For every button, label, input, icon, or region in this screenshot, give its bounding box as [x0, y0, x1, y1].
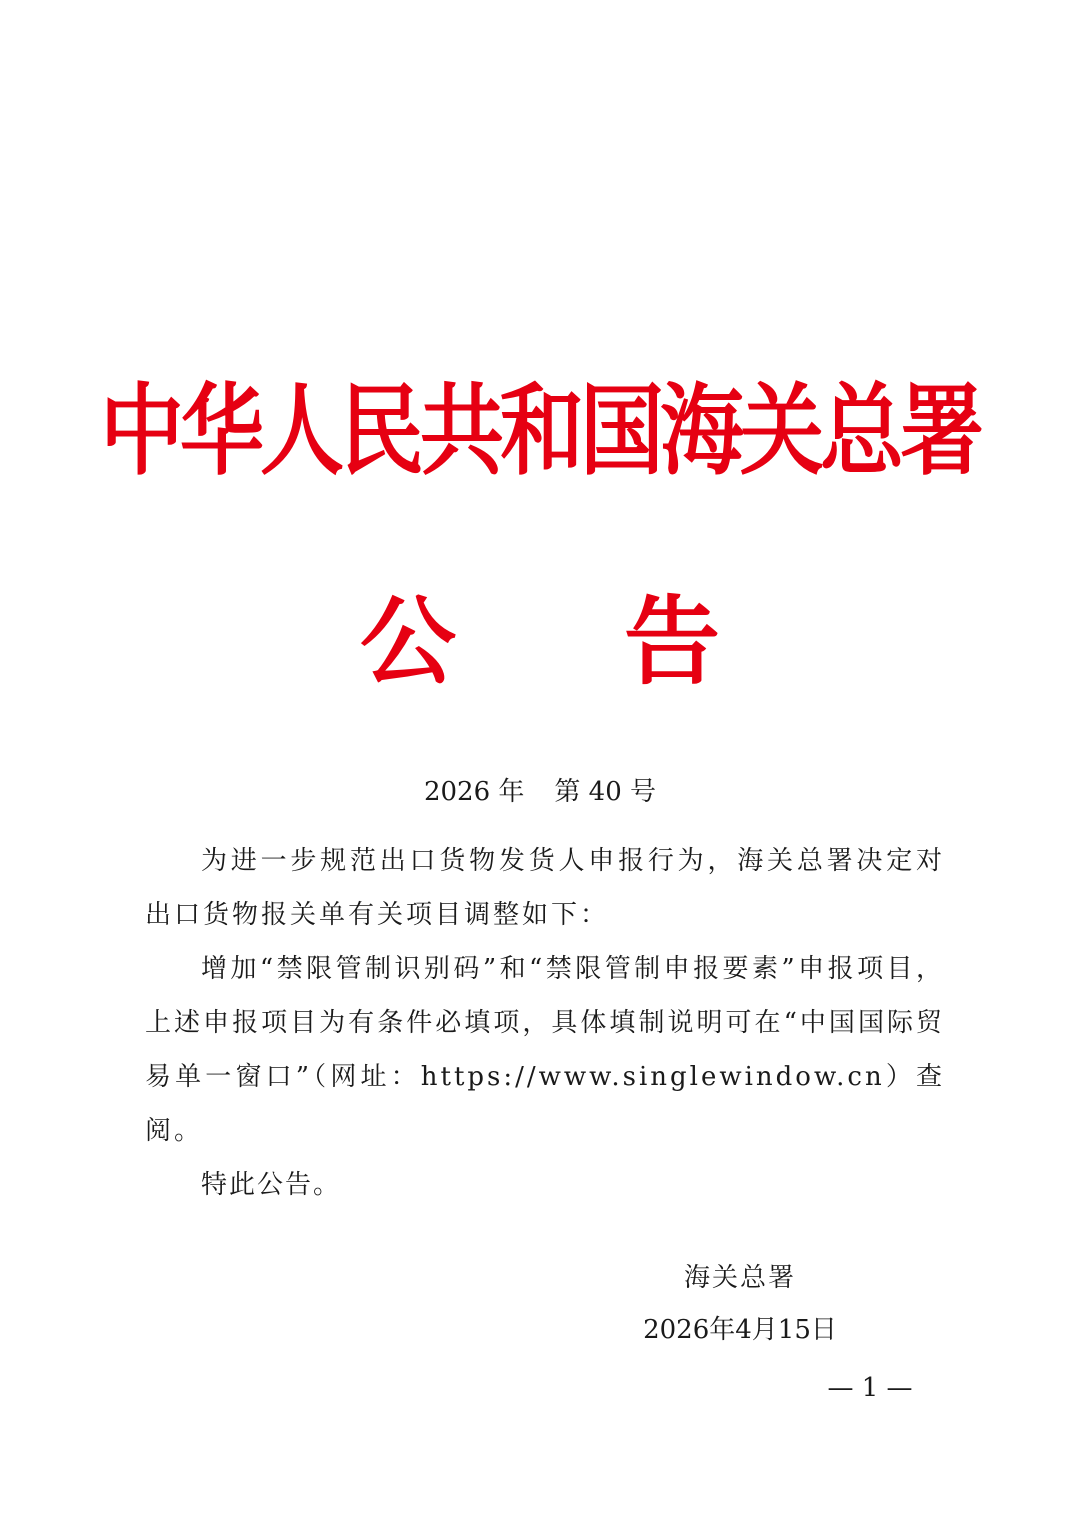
document-type-char-2: 告	[624, 586, 720, 698]
document-type-title	[0, 582, 1080, 702]
issuer-masthead: 中华人民共和国海关总署	[99, 372, 980, 489]
signature-organization: 海关总署	[683, 1263, 796, 1293]
closing-statement: 特此公告。	[201, 1170, 342, 1200]
document-year: 2026 年	[423, 777, 525, 807]
page-number: — 1 —	[827, 1373, 913, 1403]
signature-date: 2026年4月15日	[643, 1315, 837, 1345]
body-paragraph-2: 增加“禁限管制识别码”和“禁限管制申报要素”申报项目，上述申报项目为有条件必填项，具体填制说明可在“中国国际贸易单一窗口”（网址：https://www.singlewindow.cn）查阅。	[145, 954, 945, 1146]
document-type-char-1: 公	[360, 586, 456, 698]
body-paragraph-1: 为进一步规范出口货物发货人申报行为，海关总署决定对出口货物报关单有关项目调整如下：	[145, 846, 945, 930]
document-serial: 第 40 号	[554, 777, 657, 807]
document-number	[0, 770, 1080, 814]
announcement-body	[145, 834, 945, 1212]
